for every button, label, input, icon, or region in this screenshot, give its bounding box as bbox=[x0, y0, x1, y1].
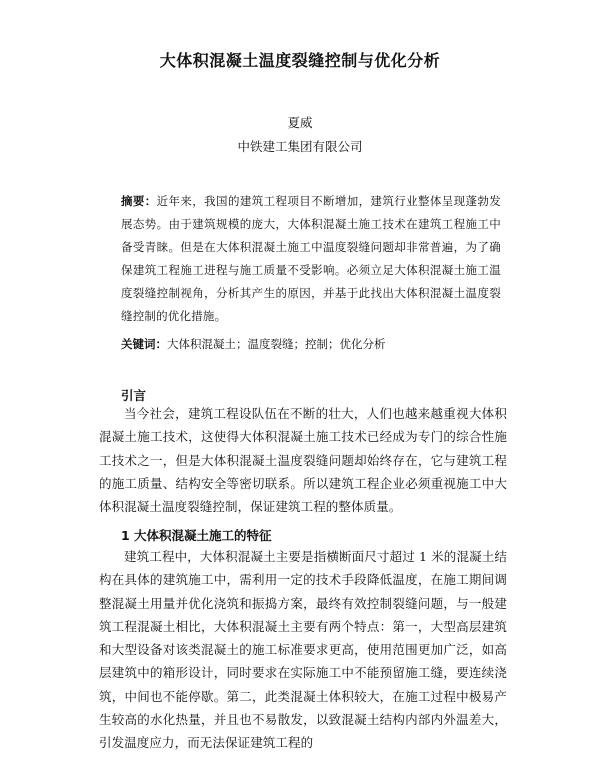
abstract bbox=[121, 190, 501, 328]
keywords bbox=[121, 333, 501, 356]
intro-paragraph: 当今社会，建筑工程设队伍在不断的壮大，人们也越来越重视大体积混凝土施工技术，这使得大体积混凝土施工技术已经成为专门的综合性施工技术之一，但是大体积混凝土温度裂缝问题却始终存在，它与建筑工程的施工质量、结构安全等密切联系。所以建筑工程企业必须重视施工中大体积混凝土温度裂缝控制，保证建筑工程的整体质量。 bbox=[99, 406, 507, 515]
section1-paragraph: 建筑工程中，大体积混凝土主要是指横断面尺寸超过 1 米的混凝土结构在具体的建筑施工中，需利用一定的技术手段降低温度，在施工期间调整混凝土用量并优化浇筑和振捣方案，最终有效控制裂缝问题，与一般建筑工程混凝土相比，大体积混凝土主要有两个特点：第一，大型高层建筑和大型设备对该类混凝土的施工标准要求更高，使用范围更加广泛，如高层建筑中的箱形设计，同时要求在实际施工中不能预留施工缝，要连续浇筑，中间也不能停歇。第二，此类混凝土体积较大，在施工过程中极易产生较高的水化热量，并且也不易散发，以致混凝土结构内部内外温差大，引发温度应力，而无法保证建筑工程的 bbox=[99, 549, 507, 751]
keywords-label: 关键词： bbox=[121, 337, 167, 351]
intro-heading: 引言 bbox=[121, 388, 147, 403]
author-name: 夏威 bbox=[287, 115, 313, 130]
abstract-label: 摘要： bbox=[121, 194, 157, 208]
keywords-text: 大体积混凝土；温度裂缝；控制；优化分析 bbox=[167, 337, 386, 351]
abstract-text: 近年来，我国的建筑工程项目不断增加，建筑行业整体呈现蓬勃发展态势。由于建筑规模的庞大，大体积混凝土施工技术在建筑工程施工中备受青睐。但是在大体积混凝土施工中温度裂缝问题却非常普遍，为了确保建筑工程施工进程与施工质量不受影响。必须立足大体积混凝土施工温度裂缝控制视角，分析其产生的原因，并基于此找出大体积混凝土温度裂缝控制的优化措施。 bbox=[121, 194, 502, 323]
author-affiliation: 中铁建工集团有限公司 bbox=[237, 139, 363, 154]
section1-heading: 1 大体积混凝土施工的特征 bbox=[121, 528, 272, 543]
paper-title: 大体积混凝土温度裂缝控制与优化分析 bbox=[159, 51, 441, 70]
